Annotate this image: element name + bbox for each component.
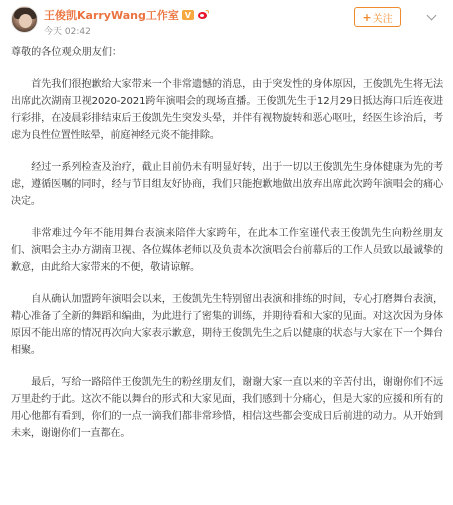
chevron-down-icon — [426, 11, 436, 21]
author-name[interactable]: 王俊凯KarryWang工作室 — [44, 9, 179, 22]
post-paragraph-1: 首先我们很抱歉给大家带来一个非常遗憾的消息，由于突发性的身体原因，王俊凯先生将无法出席此次湖南卫视2020-2021跨年演唱会的现场直播。王俊凯先生于12月29日抵达海口后连夜进行彩排，在凌晨彩排结束后王俊凯先生突发头晕，并伴有视物旋转和恶心呕吐，经医生诊治后，考虑为良性位置性眩晕，前庭神经元炎不能排除。 — [11, 79, 443, 141]
more-options-button[interactable] — [422, 8, 440, 26]
follow-button[interactable] — [354, 7, 401, 27]
post-greeting: 尊敬的各位观众朋友们： — [11, 47, 123, 58]
post-time[interactable]: 今天 02:42 — [44, 27, 91, 37]
weibo-icon — [197, 10, 209, 20]
follow-label: 关注 — [372, 13, 393, 25]
vip-badge-icon: V — [182, 10, 194, 20]
post-paragraph-2: 经过一系列检查及治疗，截止目前仍未有明显好转，出于一切以王俊凯先生身体健康为先的考虑，遵循医嘱的同时，经与节目组友好协商，我们只能抱歉地做出放弃出席此次跨年演唱会的痛心决定。 — [11, 162, 443, 207]
plus-icon: + — [362, 10, 372, 24]
post-paragraph-3: 非常难过今年不能用舞台表演来陪伴大家跨年，在此本工作室谨代表王俊凯先生向粉丝朋友们、演唱会主办方湖南卫视、各位媒体老师以及负责本次演唱会台前幕后的工作人员致以最诚挚的歉意，由此给大家带来的不便，敬请谅解。 — [11, 228, 443, 273]
avatar[interactable] — [11, 6, 38, 33]
avatar-face — [19, 14, 32, 28]
post-content — [11, 44, 443, 457]
author-row — [44, 8, 209, 22]
post-paragraph-5: 最后，写给一路陪伴王俊凯先生的粉丝朋友们，谢谢大家一直以来的辛苦付出，谢谢你们不远万里赴约于此。这次不能以舞台的形式和大家见面，我们感到十分痛心，但是大家的应援和所有的用心他都有看到，你们的一点一滴我们都非常珍惜，相信这些都会变成日后前进的动力。从开始到未来，谢谢你们一直都在。 — [11, 377, 443, 439]
post-paragraph-4: 自从确认加盟跨年演唱会以来，王俊凯先生特别留出表演和排练的时间，专心打磨舞台表演，精心准备了全新的舞蹈和编曲，为此进行了密集的训练，并期待看和大家的见面。对这次因为身体原因不能出席的情况再次向大家表示歉意，期待王俊凯先生之后以健康的状态与大家在下一个舞台相聚。 — [11, 294, 443, 356]
